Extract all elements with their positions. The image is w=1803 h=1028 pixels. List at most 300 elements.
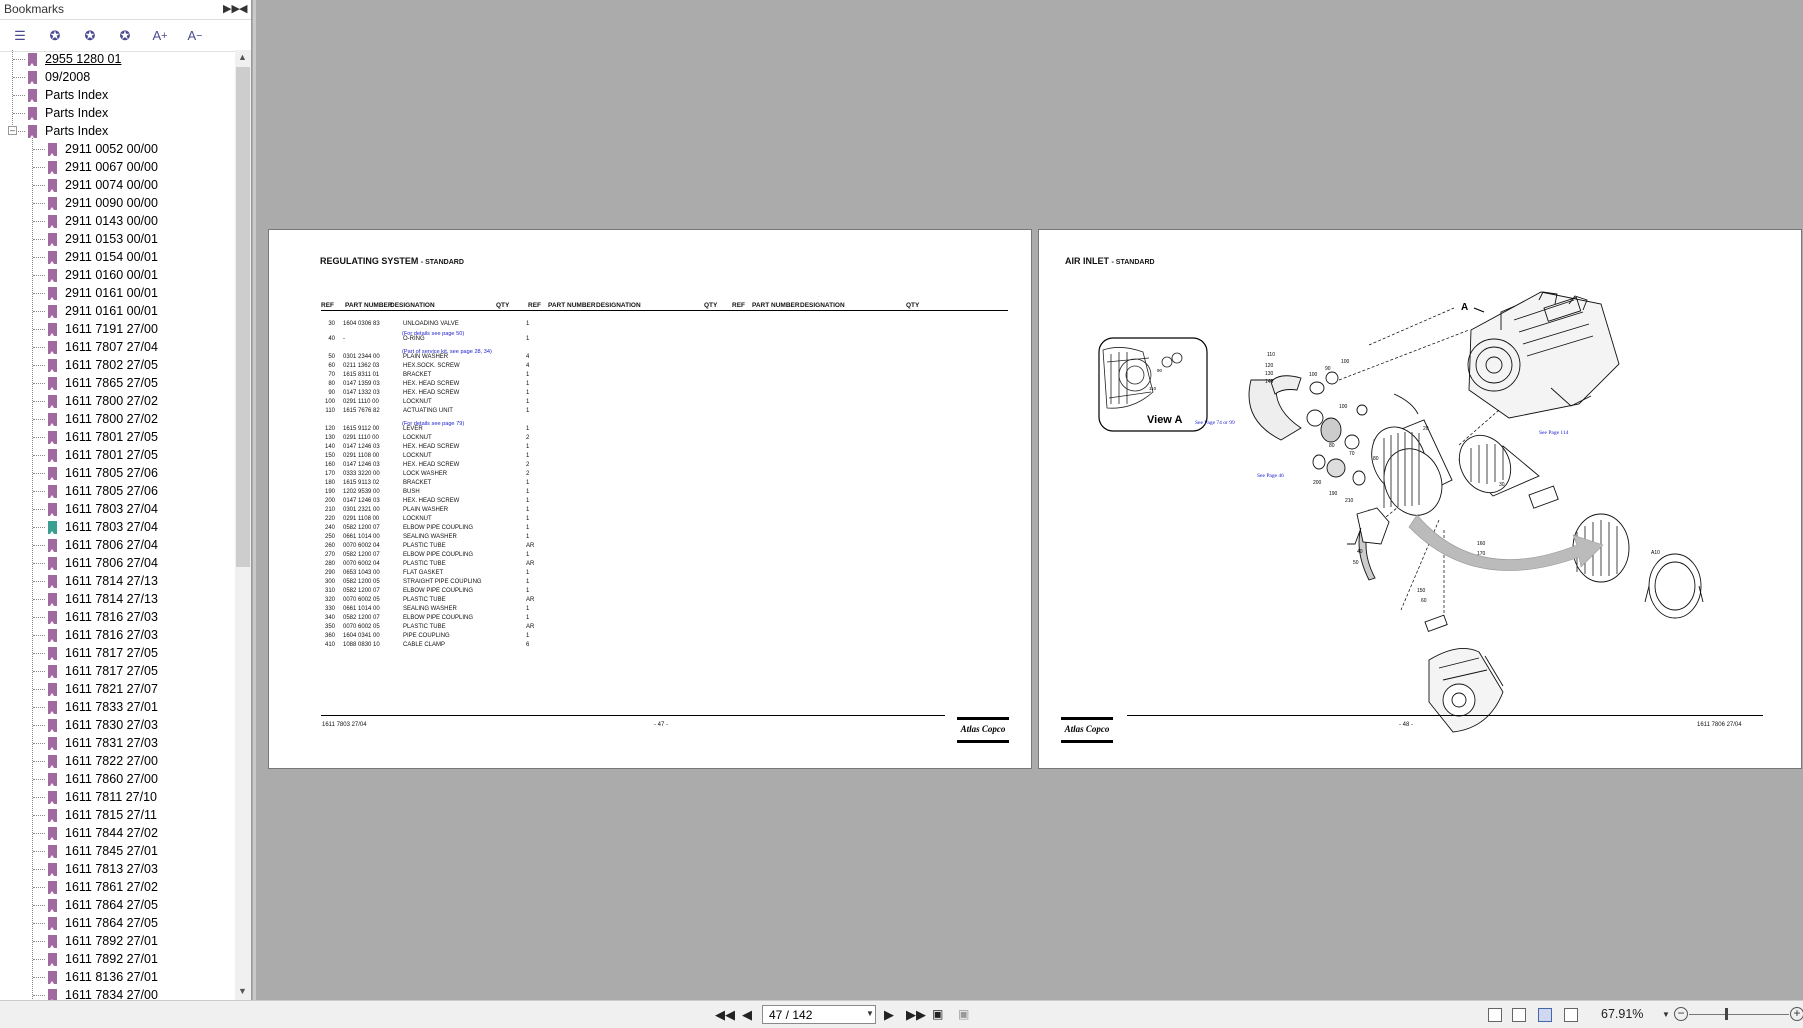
bookmark-label: Parts Index — [45, 106, 109, 120]
bookmark-label: 1611 7892 27/01 — [65, 952, 158, 966]
part-number-cell: 0653 1043 00 — [343, 570, 380, 576]
bookmark-label: 1611 7807 27/04 — [65, 340, 158, 354]
column-header: DESIGNATION — [800, 302, 845, 309]
ref-label: 150 — [1417, 588, 1426, 594]
qty-cell: 1 — [526, 633, 530, 639]
bookmark-item[interactable] — [48, 320, 158, 338]
bookmark-item[interactable] — [48, 554, 158, 572]
bookmark-label: 1611 7801 27/05 — [65, 448, 158, 462]
bookmark-icon — [48, 179, 57, 192]
bookmark-item[interactable] — [48, 626, 158, 644]
ref-cell: 190 — [324, 489, 335, 495]
bookmark-icon — [48, 971, 57, 984]
bookmark-icon — [48, 755, 57, 768]
bookmark-label: 1611 7811 27/10 — [65, 790, 157, 804]
designation-cell: HEX. HEAD SCREW — [403, 381, 460, 387]
qty-cell: 6 — [526, 642, 530, 648]
bookmark-label: 2911 0161 00/01 — [65, 286, 158, 300]
bookmark-item[interactable] — [48, 788, 157, 806]
bookmark-label: 1611 7816 27/03 — [65, 628, 158, 642]
ref-cell: 300 — [324, 579, 335, 585]
bookmark-label: 1611 7803 27/04 — [65, 502, 158, 516]
bookmark-find-icon[interactable]: ✪ — [119, 27, 131, 43]
bookmark-icon — [48, 917, 57, 930]
qty-cell: AR — [526, 624, 535, 630]
table-note: (Part of service kit, see page 28, 34) — [402, 349, 492, 355]
qty-cell: 4 — [526, 354, 530, 360]
bookmark-item[interactable] — [48, 338, 158, 356]
bookmark-item[interactable] — [48, 194, 158, 212]
qty-cell: 1 — [526, 372, 530, 378]
part-number-cell: 0582 1200 07 — [343, 552, 380, 558]
designation-cell: BUSH — [403, 489, 420, 495]
table-row — [321, 579, 530, 587]
column-header: QTY — [704, 302, 718, 309]
qty-cell: AR — [526, 597, 535, 603]
ref-cell: 280 — [324, 561, 335, 567]
bookmark-label: 1611 7833 27/01 — [65, 700, 158, 714]
column-header: PART NUMBER — [752, 302, 800, 309]
bookmarks-header — [0, 0, 251, 20]
ref-cell: 90 — [328, 390, 335, 396]
bookmark-icon — [28, 53, 37, 66]
bookmark-label: 2911 0153 00/01 — [65, 232, 158, 246]
atlas-copco-logo — [957, 717, 1009, 743]
designation-cell: HEX. HEAD SCREW — [403, 498, 460, 504]
bookmark-item[interactable] — [48, 806, 157, 824]
bookmark-item[interactable] — [48, 392, 158, 410]
single-page-view-icon[interactable] — [1488, 1008, 1502, 1022]
bookmark-icon — [48, 287, 57, 300]
part-number-cell: 0291 1110 00 — [343, 399, 379, 405]
page-title-text: AIR INLET — [1065, 256, 1109, 266]
bookmark-item[interactable] — [48, 374, 158, 392]
bookmark-label: 1611 7805 27/06 — [65, 484, 158, 498]
bookmark-item[interactable] — [48, 482, 158, 500]
logo-text: Atlas Copco — [960, 724, 1006, 734]
table-row — [321, 363, 530, 371]
bookmark-icon — [48, 395, 57, 408]
bookmark-scrollbar[interactable] — [235, 50, 251, 1000]
designation-cell: STRAIGHT PIPE COUPLING — [403, 579, 482, 585]
column-header: PART NUMBER — [345, 302, 393, 309]
table-row — [321, 516, 530, 524]
bookmark-icon — [28, 125, 37, 138]
bookmark-label: 2911 0067 00/00 — [65, 160, 158, 174]
first-page-button[interactable]: ◀◀ — [715, 1007, 735, 1022]
bookmark-icon — [48, 809, 57, 822]
bookmark-label: 2911 0161 00/01 — [65, 304, 158, 318]
zoom-in-icon[interactable]: + — [1790, 1007, 1803, 1021]
bookmark-item[interactable] — [48, 518, 158, 536]
ref-cell: 50 — [328, 354, 335, 360]
bookmark-label: 1611 7830 27/03 — [65, 718, 158, 732]
ref-label: 200 — [1313, 480, 1322, 486]
table-row — [321, 615, 530, 623]
bookmark-label: 1611 7844 27/02 — [65, 826, 158, 840]
page-number-input[interactable] — [762, 1005, 876, 1024]
bookmark-label: 1611 7864 27/05 — [65, 916, 158, 930]
bookmark-icon — [48, 251, 57, 264]
ref-label: 110 — [1149, 386, 1157, 391]
bookmark-icon — [48, 863, 57, 876]
page-title — [320, 256, 464, 266]
ref-label: 100 — [1309, 372, 1318, 378]
bookmark-item[interactable] — [48, 662, 158, 680]
scroll-up-icon[interactable]: ▲ — [238, 52, 247, 62]
ref-label: 100 — [1339, 404, 1348, 410]
ref-cell: 210 — [324, 507, 335, 513]
bookmark-icon — [48, 791, 57, 804]
qty-cell: 1 — [526, 399, 530, 405]
ref-cell: 250 — [324, 534, 335, 540]
continuous-facing-view-icon[interactable] — [1564, 1008, 1578, 1022]
engine-drawing — [1468, 292, 1619, 418]
column-header: QTY — [496, 302, 510, 309]
footer-rule — [1127, 715, 1763, 716]
ref-label: 30 — [1499, 482, 1505, 488]
bookmark-item[interactable] — [48, 572, 158, 590]
font-increase-icon[interactable]: A + — [152, 28, 168, 43]
part-number-cell: 0147 1246 03 — [343, 444, 380, 450]
bookmark-icon — [48, 737, 57, 750]
table-row — [321, 534, 530, 542]
table-row — [321, 489, 530, 497]
zoom-out-icon[interactable]: − — [1674, 1007, 1688, 1021]
table-row — [321, 480, 530, 488]
qty-cell: 1 — [526, 408, 530, 414]
designation-cell: ELBOW PIPE COUPLING — [403, 552, 474, 558]
designation-cell: ACTUATING UNIT — [403, 408, 453, 414]
table-row — [321, 597, 535, 605]
part-number-cell: 0582 1200 05 — [343, 579, 380, 585]
bookmark-item[interactable] — [48, 464, 158, 482]
scroll-down-icon[interactable]: ▼ — [238, 986, 247, 996]
bookmark-label: 1611 7814 27/13 — [65, 592, 158, 606]
qty-cell: 1 — [526, 381, 530, 387]
qty-cell: AR — [526, 543, 535, 549]
last-page-button[interactable]: ▶▶ — [906, 1007, 926, 1022]
bookmark-label: 1611 7803 27/04 — [65, 520, 158, 534]
bookmark-icon — [48, 197, 57, 210]
bookmark-item[interactable] — [48, 356, 158, 374]
bookmark-label: 1611 7892 27/01 — [65, 934, 158, 948]
qty-cell: AR — [526, 561, 535, 567]
footer-page-number: - 48 - — [1399, 722, 1414, 728]
qty-cell: 1 — [526, 588, 530, 594]
part-number-cell: 0070 6002 05 — [343, 624, 380, 630]
bookmark-label: 2911 0074 00/00 — [65, 178, 158, 192]
designation-cell: BRACKET — [403, 372, 432, 378]
pdf-page-47 — [268, 229, 1032, 769]
table-row — [321, 444, 530, 452]
expand-panel-icon[interactable]: ▶▶ — [223, 3, 240, 15]
bookmark-item[interactable] — [48, 878, 158, 896]
bookmark-label: 1611 7191 27/00 — [65, 322, 158, 336]
qty-cell: 1 — [526, 516, 530, 522]
table-row — [321, 321, 530, 329]
designation-cell: PIPE COUPLING — [403, 633, 450, 639]
ref-cell: 290 — [324, 570, 335, 576]
bookmark-item[interactable] — [48, 446, 158, 464]
bookmark-item[interactable] — [48, 860, 158, 878]
footer-rule — [321, 715, 945, 716]
ref-cell: 150 — [324, 453, 335, 459]
font-decrease-icon[interactable]: A − — [187, 28, 203, 43]
table-row — [321, 462, 530, 470]
ref-cell: 350 — [324, 624, 335, 630]
designation-cell: LOCKNUT — [403, 435, 432, 441]
table-row — [321, 588, 530, 596]
bookmark-item[interactable] — [48, 950, 158, 968]
bookmark-label: 1611 7831 27/03 — [65, 736, 158, 750]
bookmark-item[interactable] — [48, 302, 158, 320]
bookmark-options-icon[interactable]: ☰ — [14, 27, 26, 43]
bookmark-label: 1611 7815 27/11 — [65, 808, 157, 822]
bookmark-item[interactable] — [28, 104, 108, 122]
qty-cell: 1 — [526, 444, 530, 450]
zoom-slider[interactable] — [1689, 1014, 1789, 1015]
qty-cell: 1 — [526, 525, 530, 531]
designation-cell: CABLE CLAMP — [403, 642, 446, 648]
bookmark-label: Parts Index — [45, 88, 109, 102]
bookmark-label: 2911 0090 00/00 — [65, 196, 158, 210]
bookmark-item[interactable] — [48, 824, 158, 842]
table-row — [321, 498, 530, 506]
qty-cell: 1 — [526, 498, 530, 504]
designation-cell: ELBOW PIPE COUPLING — [403, 615, 474, 621]
bookmark-icon — [48, 719, 57, 732]
zoom-level[interactable]: 67.91% — [1601, 1007, 1644, 1021]
ref-label: 70 — [1349, 451, 1355, 457]
see-page-note: See Page 74 or 99 — [1195, 420, 1235, 426]
bookmark-item[interactable] — [48, 842, 158, 860]
qty-cell: 1 — [526, 480, 530, 486]
bookmark-item[interactable] — [48, 932, 158, 950]
logo-text: Atlas Copco — [1064, 724, 1110, 734]
bookmark-icon — [48, 953, 57, 966]
bookmark-item[interactable] — [48, 410, 158, 428]
part-number-cell: 0211 1362 03 — [343, 363, 380, 369]
table-row — [321, 426, 530, 434]
bookmark-item[interactable] — [48, 230, 158, 248]
part-number-cell: 0301 2344 00 — [343, 354, 380, 360]
part-number-cell: 0582 1200 07 — [343, 588, 380, 594]
part-number-cell: 0661 1014 00 — [343, 534, 380, 540]
bookmark-icon — [48, 143, 57, 156]
bookmark-icon — [48, 773, 57, 786]
bookmark-label: 1611 7817 27/05 — [65, 664, 158, 678]
qty-cell: 1 — [526, 390, 530, 396]
bookmarks-title: Bookmarks — [4, 2, 65, 16]
part-number-cell: 1615 7676 82 — [343, 408, 380, 414]
bookmark-expand-icon[interactable]: ✪ — [84, 27, 96, 43]
part-number-cell: 0291 1110 00 — [343, 435, 379, 441]
bookmark-item[interactable] — [48, 428, 158, 446]
bookmark-item[interactable] — [28, 122, 108, 140]
part-number-cell: 1088 0830 10 — [343, 642, 380, 648]
column-header: PART NUMBER — [548, 302, 596, 309]
table-row — [321, 642, 530, 650]
part-number-cell: 0070 6002 04 — [343, 543, 380, 549]
bookmark-item[interactable] — [28, 86, 108, 104]
bookmark-item[interactable] — [48, 644, 158, 662]
bookmark-item[interactable] — [48, 770, 158, 788]
zoom-dropdown-icon[interactable]: ▼ — [1662, 1010, 1670, 1019]
bookmark-icon — [48, 323, 57, 336]
designation-cell: LEVER — [403, 426, 423, 432]
collapse-panel-icon[interactable]: ◀ — [239, 3, 248, 15]
ref-label: 60 — [1421, 598, 1427, 604]
bookmark-item[interactable] — [48, 590, 158, 608]
bookmark-item[interactable] — [48, 608, 158, 626]
table-row — [321, 453, 530, 461]
bookmark-item[interactable] — [48, 716, 158, 734]
column-header: QTY — [906, 302, 920, 309]
footer-doc-number: 1611 7803 27/04 — [322, 722, 367, 728]
bookmark-item[interactable] — [28, 68, 90, 86]
qty-cell: 1 — [526, 336, 530, 342]
designation-cell: PLASTIC TUBE — [403, 561, 446, 567]
ref-label: 90 — [1157, 368, 1163, 373]
part-number-cell: 0070 6002 05 — [343, 597, 380, 603]
bookmark-label: 1611 7800 27/02 — [65, 394, 158, 408]
part-number-cell: 1615 9113 02 — [343, 480, 380, 486]
bookmark-item[interactable] — [48, 248, 158, 266]
part-number-cell: 0147 1332 03 — [343, 390, 380, 396]
bookmark-icon — [48, 449, 57, 462]
continuous-view-icon[interactable] — [1512, 1008, 1526, 1022]
bookmark-item[interactable] — [48, 680, 158, 698]
bookmark-item[interactable] — [28, 50, 121, 68]
panel-splitter[interactable] — [253, 0, 256, 1000]
bookmark-item[interactable] — [48, 212, 158, 230]
ref-cell: 40 — [328, 336, 335, 342]
ref-label: 20 — [1423, 426, 1429, 432]
qty-cell: 1 — [526, 489, 530, 495]
bookmark-item[interactable] — [48, 284, 158, 302]
bookmark-label: 2911 0143 00/00 — [65, 214, 158, 228]
facing-view-icon[interactable] — [1538, 1008, 1552, 1022]
bookmark-label: 2911 0160 00/01 — [65, 268, 158, 282]
part-number-cell: 1615 8311 01 — [343, 372, 380, 378]
bookmark-label: 1611 7860 27/00 — [65, 772, 158, 786]
qty-cell: 1 — [526, 615, 530, 621]
designation-cell: PLASTIC TUBE — [403, 543, 446, 549]
ref-label: 100 — [1341, 359, 1350, 365]
qty-cell: 1 — [526, 507, 530, 513]
bookmark-label: 1611 8136 27/01 — [65, 970, 158, 984]
part-number-cell: 0661 1014 00 — [343, 606, 380, 612]
bookmark-item[interactable] — [48, 500, 158, 518]
see-page-note: See Page 46 — [1257, 473, 1284, 479]
bookmark-label: 1611 7802 27/05 — [65, 358, 158, 372]
table-row — [321, 372, 530, 380]
bookmark-icon — [48, 575, 57, 588]
next-view-icon[interactable]: ▣ — [958, 1007, 970, 1021]
ref-label: 40 — [1357, 549, 1363, 555]
qty-cell: 2 — [526, 435, 530, 441]
ref-cell: 130 — [324, 435, 335, 441]
see-page-note: See Page 114 — [1539, 430, 1569, 436]
atlas-copco-logo — [1061, 717, 1113, 743]
bookmark-icon — [48, 485, 57, 498]
designation-cell: LOCKNUT — [403, 516, 432, 522]
ref-cell: 270 — [324, 552, 335, 558]
zoom-slider-thumb[interactable] — [1725, 1008, 1728, 1020]
bookmark-label: 1611 7816 27/03 — [65, 610, 158, 624]
bookmark-item[interactable] — [48, 536, 158, 554]
ref-cell: 100 — [324, 399, 335, 405]
bookmark-item[interactable] — [48, 140, 158, 158]
bookmarks-toolbar — [0, 20, 251, 52]
bookmark-item[interactable] — [48, 734, 158, 752]
ref-label: 170 — [1477, 551, 1486, 557]
qty-cell: 1 — [526, 579, 530, 585]
part-number-cell: - — [343, 336, 345, 342]
page-dropdown-icon[interactable]: ▼ — [866, 1009, 874, 1018]
bookmark-item[interactable] — [48, 968, 158, 986]
page-title — [1065, 256, 1155, 266]
bookmark-item[interactable] — [48, 914, 158, 932]
table-row — [321, 354, 530, 362]
ref-cell: 170 — [324, 471, 335, 477]
bookmark-add-icon[interactable]: ✪ — [49, 27, 61, 43]
table-row — [321, 471, 530, 479]
part-number-cell: 0291 1108 00 — [343, 516, 380, 522]
ref-cell: 340 — [324, 615, 335, 621]
part-number-cell: 1202 9539 00 — [343, 489, 380, 495]
next-page-button[interactable]: ▶ — [884, 1007, 894, 1022]
scrollbar-thumb[interactable] — [236, 67, 250, 567]
bookmark-tree — [0, 50, 234, 1000]
bookmark-label: 1611 7865 27/05 — [65, 376, 158, 390]
bookmark-item[interactable] — [48, 158, 158, 176]
part-number-cell: 0291 1108 00 — [343, 453, 380, 459]
column-header: DESIGNATION — [596, 302, 641, 309]
ref-cell: 240 — [324, 525, 335, 531]
qty-cell: 2 — [526, 462, 530, 468]
bookmark-icon — [48, 845, 57, 858]
table-row — [321, 507, 530, 515]
table-note: (For details see page 50) — [402, 331, 465, 337]
bookmark-item[interactable] — [48, 986, 158, 1000]
bookmark-icon — [48, 557, 57, 570]
prev-page-button[interactable]: ◀ — [742, 1007, 752, 1022]
designation-cell: LOCKNUT — [403, 399, 432, 405]
bookmark-item[interactable] — [48, 266, 158, 284]
part-number-cell: 0147 1246 03 — [343, 462, 380, 468]
collapse-node-icon[interactable]: – — [9, 125, 15, 135]
bookmark-item[interactable] — [48, 698, 158, 716]
bookmark-item[interactable] — [48, 752, 158, 770]
table-row — [321, 543, 535, 551]
table-row — [321, 525, 530, 533]
bookmark-item[interactable] — [48, 176, 158, 194]
qty-cell: 1 — [526, 552, 530, 558]
page-subtitle-text: - STANDARD — [420, 259, 464, 266]
qty-cell: 1 — [526, 534, 530, 540]
ref-label: 90 — [1325, 366, 1331, 372]
page-subtitle-text: - STANDARD — [1111, 259, 1155, 266]
previous-view-icon[interactable]: ▣ — [932, 1007, 944, 1021]
bookmark-item[interactable] — [48, 896, 158, 914]
bookmark-icon — [48, 521, 57, 534]
ref-cell: 60 — [328, 363, 335, 369]
ref-label: 210 — [1345, 498, 1354, 504]
designation-cell: SEALING WASHER — [403, 606, 457, 612]
bookmark-icon — [28, 89, 37, 102]
